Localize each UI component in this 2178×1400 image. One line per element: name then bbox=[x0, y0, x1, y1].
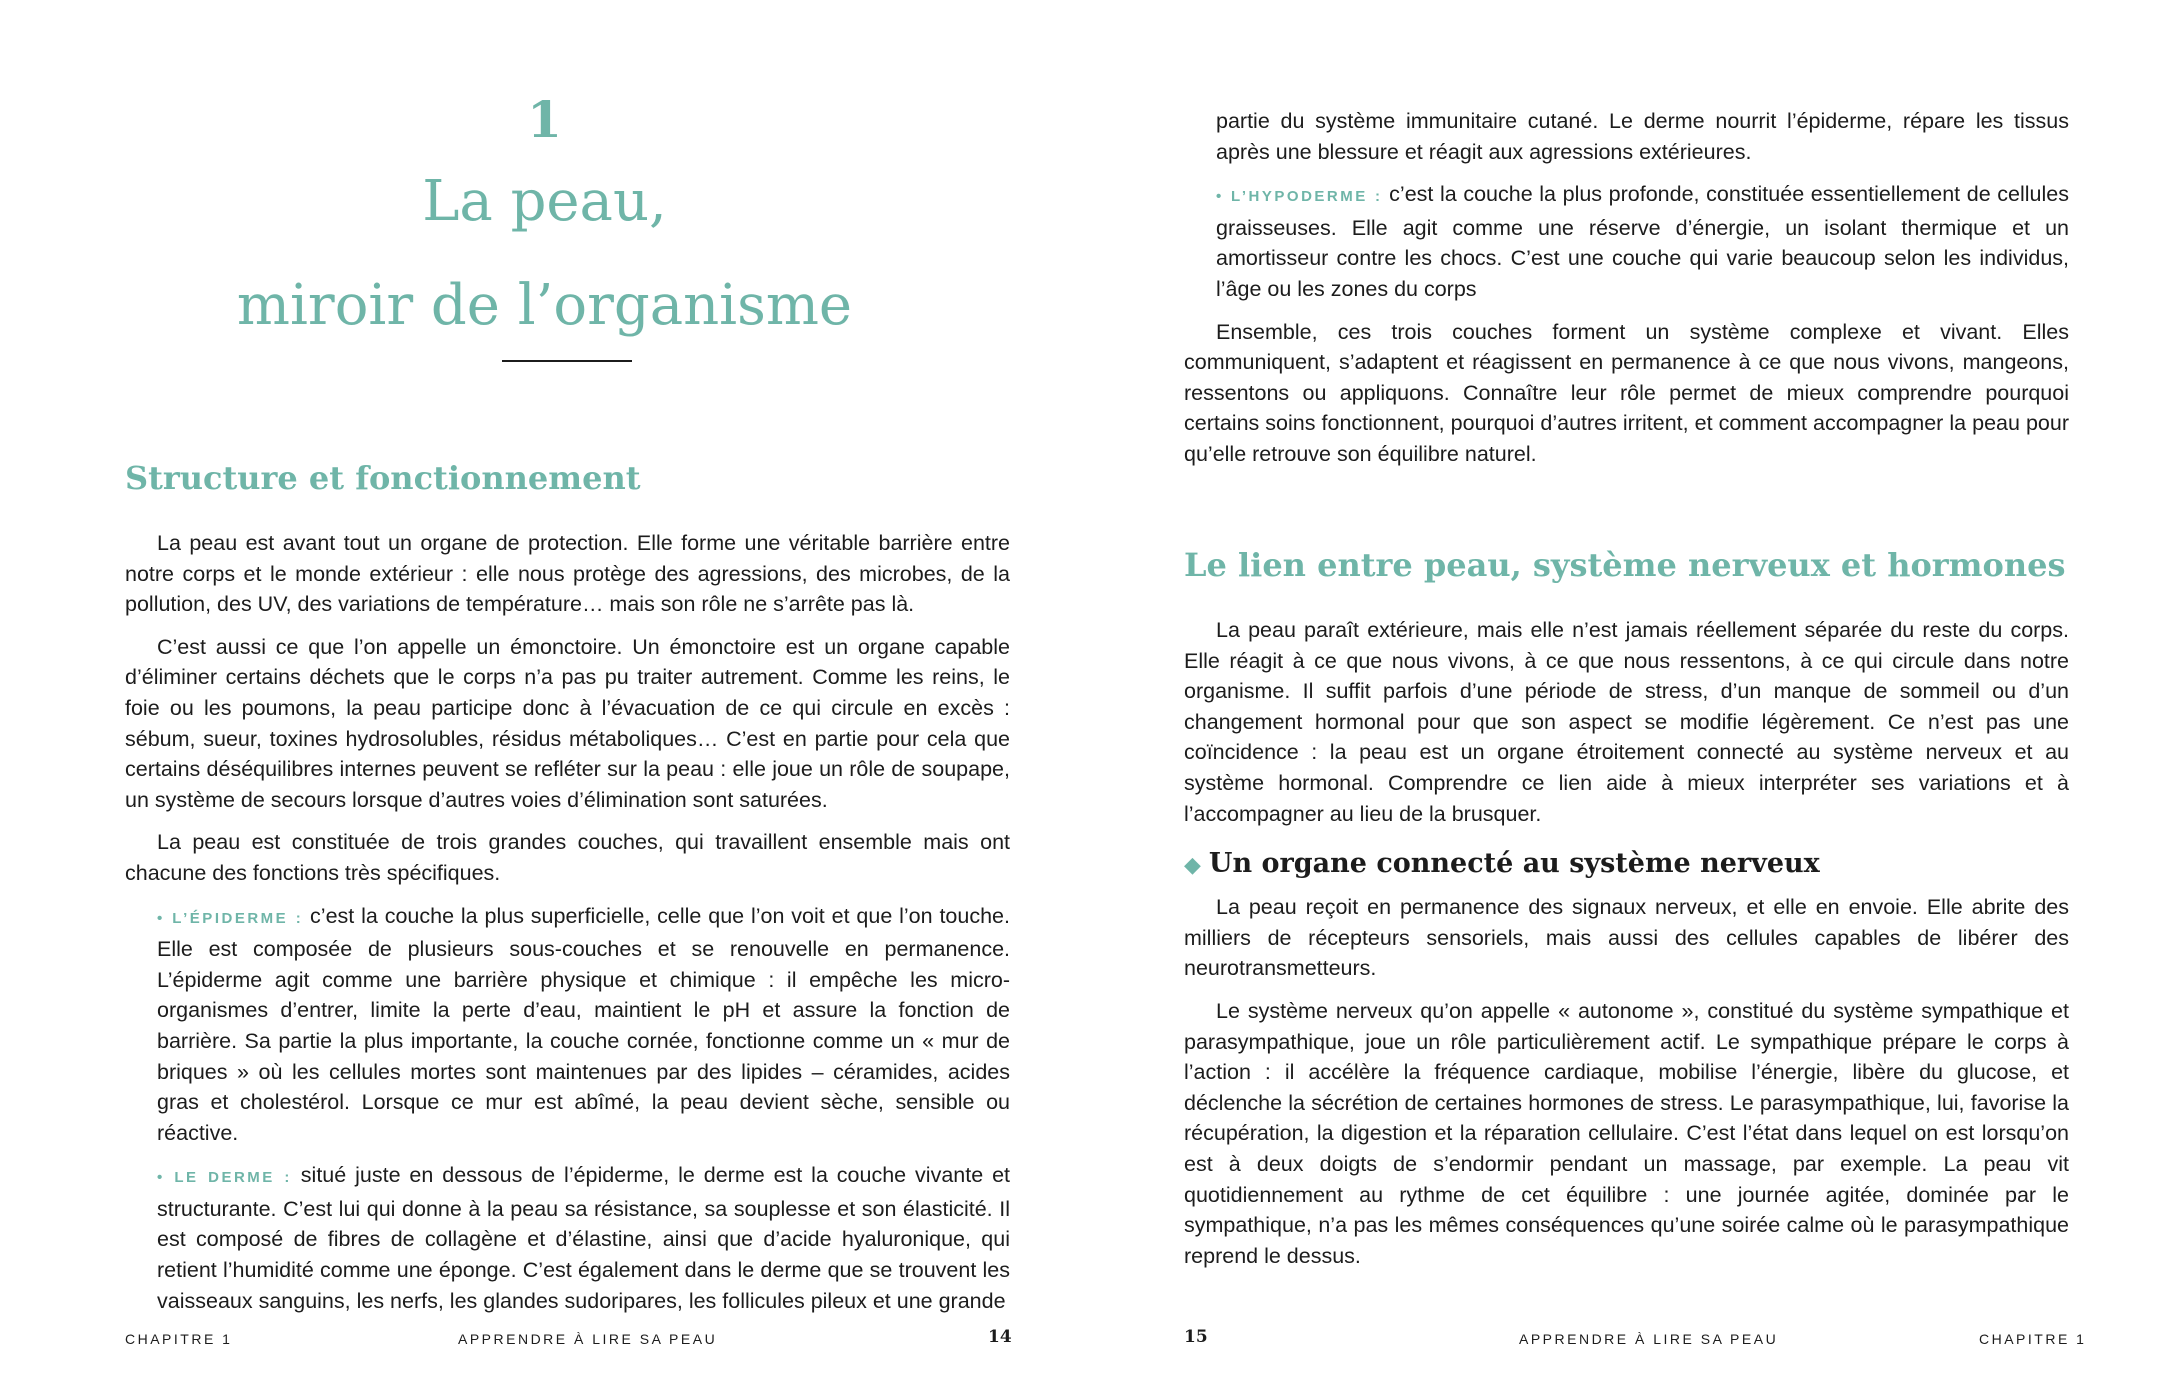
term-text: situé juste en dessous de l’épiderme, le derme est la couche vivante et structurante. C’est lui qui donne à la peau sa résistance, sa souplesse et son élasticité. Il est composé de fibres de collagène et d’élastine, ainsi que d’acide hyaluronique, qui retient l’humidité comme une éponge. C’est également dans le derme que se trouvent les vaisseaux sanguins, les nerfs, les glandes sudoripares, les follicules pileux et une grande bbox=[157, 1163, 1010, 1313]
left-body bbox=[125, 458, 1010, 1328]
chapter-title-line-1: La peau, bbox=[422, 169, 667, 234]
chapter-number: 1 bbox=[527, 90, 562, 149]
paragraph: Le système nerveux qu’on appelle « autonome », constitué du système sympathique et parasympathique, joue un rôle particulièrement actif. Le sympathique prépare le corps à l’action : il accélère la fréquence cardiaque, mobilise l’énergie, libère du glucose, et déclenche la sécrétion de certaines hormones de stress. Le parasympathique, lui, favorise la récupération, la digestion et la réparation cellulaire. C’est l’état dans lequel on est lorsqu’on est à deux doigts de s’endormir pendant un massage, par exemple. La peau vit quotidiennement au rythme de cet équilibre : une journée agitée, dominée par le sympathique, n’a pas les mêmes conséquences qu’une soirée calme où le parasympathique reprend le dessus. bbox=[1184, 998, 2069, 1268]
list-item-epiderme bbox=[157, 901, 1010, 1149]
term-label: • L’ÉPIDERME : bbox=[157, 909, 304, 927]
footer-book-title: APPRENDRE À LIRE SA PEAU bbox=[1519, 1331, 1779, 1347]
right-body-top bbox=[1184, 106, 2069, 482]
right-body-bottom bbox=[1184, 545, 2069, 1283]
footer-chapter: CHAPITRE 1 bbox=[1979, 1331, 2087, 1347]
list-item-hypoderme bbox=[1216, 179, 2069, 304]
paragraph: C’est aussi ce que l’on appelle un émonctoire. Un émonctoire est un organe capable d’éliminer certains déchets que le corps n’a pas pu traiter autrement. Comme les reins, le foie ou les poumons, la peau participe donc à l’évacuation de ce qui circule en excès : sébum, sueur, toxines hydrosolubles, résidus métaboliques… C’est en partie pour cela que certains déséquilibres internes peuvent se refléter sur la peau : elle joue un rôle de soupape, un système de secours lorsque d’autres voies d’élimination sont saturées. bbox=[125, 634, 1010, 812]
term-label: • LE DERME : bbox=[157, 1169, 292, 1187]
paragraph: Ensemble, ces trois couches forment un système complexe et vivant. Elles communiquent, s’adaptent et réagissent en permanence à ce que nous vivons, mangeons, ressentons ou appliquons. Connaître leur rôle permet de mieux comprendre pourquoi certains soins fonctionnent, pourquoi d’autres irritent, et comment accompagner la peau pour qu’elle retrouve son équilibre naturel. bbox=[1184, 319, 2069, 466]
page-number: 14 bbox=[988, 1327, 1012, 1347]
diamond-icon: ◆ bbox=[1184, 852, 1201, 879]
list-item-derme bbox=[157, 1160, 1010, 1316]
chapter-title-line-2: miroir de l’organisme bbox=[236, 273, 853, 338]
section-title-structure: Structure et fonctionnement bbox=[125, 459, 641, 497]
paragraph: La peau reçoit en permanence des signaux nerveux, et elle en envoie. Elle abrite des milliers de récepteurs sensoriels, mais aussi des cellules capables de libérer des neurotransmetteurs. bbox=[1184, 895, 2069, 981]
section-title-lien: Le lien entre peau, système nerveux et hormones bbox=[1184, 546, 2066, 584]
term-label: • L’HYPODERME : bbox=[1216, 188, 1383, 206]
paragraph: La peau paraît extérieure, mais elle n’est jamais réellement séparée du reste du corps. Elle réagit à ce que nous vivons, à ce que nous ressentons, à ce qui circule dans notre organisme. Il suffit parfois d’une période de stress, d’un manque de sommeil ou d’un changement hormonal pour que son aspect se modifie légèrement. Ce n’est pas une coïncidence : la peau est un organe étroitement connecté au système nerveux et au système hormonal. Comprendre ce lien aide à mieux interpréter ses variations et à l’accompagner au lieu de la brusquer. bbox=[1184, 618, 2069, 826]
footer-chapter: CHAPITRE 1 bbox=[125, 1331, 233, 1347]
paragraph: La peau est avant tout un organe de protection. Elle forme une véritable barrière entre notre corps et le monde extérieur : elle nous protège des agressions, des microbes, de la pollution, des UV, des variations de température… mais son rôle ne s’arrête pas là. bbox=[125, 531, 1010, 617]
page-number: 15 bbox=[1184, 1327, 1208, 1347]
right-page bbox=[1089, 0, 2178, 1400]
footer-book-title: APPRENDRE À LIRE SA PEAU bbox=[458, 1331, 718, 1347]
title-divider bbox=[502, 360, 632, 362]
term-text: c’est la couche la plus superficielle, celle que l’on voit et que l’on touche. Elle est composée de plusieurs sous-couches et se renouvelle en permanence. L’épiderme agit comme une barrière physique et chimique : il empêche les micro-organismes d’entrer, limite la perte d’eau, maintient le pH et assure la fonction de barrière. Sa partie la plus importante, la couche cornée, fonctionne comme un « mur de briques » où les cellules mortes sont maintenues par des lipides – céramides, acides gras et cholestérol. Lorsque ce mur est abîmé, la peau devient sèche, sensible ou réactive. bbox=[157, 903, 1010, 1145]
chapter-title bbox=[0, 150, 1089, 358]
subsection-title bbox=[1184, 847, 2069, 882]
subsection-title-text: Un organe connecté au système nerveux bbox=[1208, 848, 1820, 880]
paragraph: La peau est constituée de trois grandes couches, qui travaillent ensemble mais ont chacune des fonctions très spécifiques. bbox=[125, 830, 1010, 885]
term-text: c’est la couche la plus profonde, constituée essentiellement de cellules graisseuses. Elle agit comme une réserve d’énergie, un isolant thermique et un amortisseur contre les chocs. C’est une couche qui varie beaucoup selon les individus, l’âge ou les zones du corps bbox=[1216, 182, 2069, 301]
list-item-derme-continued: partie du système immunitaire cutané. Le derme nourrit l’épiderme, répare les tissus après une blessure et réagit aux agressions extérieures. bbox=[1216, 109, 2069, 164]
